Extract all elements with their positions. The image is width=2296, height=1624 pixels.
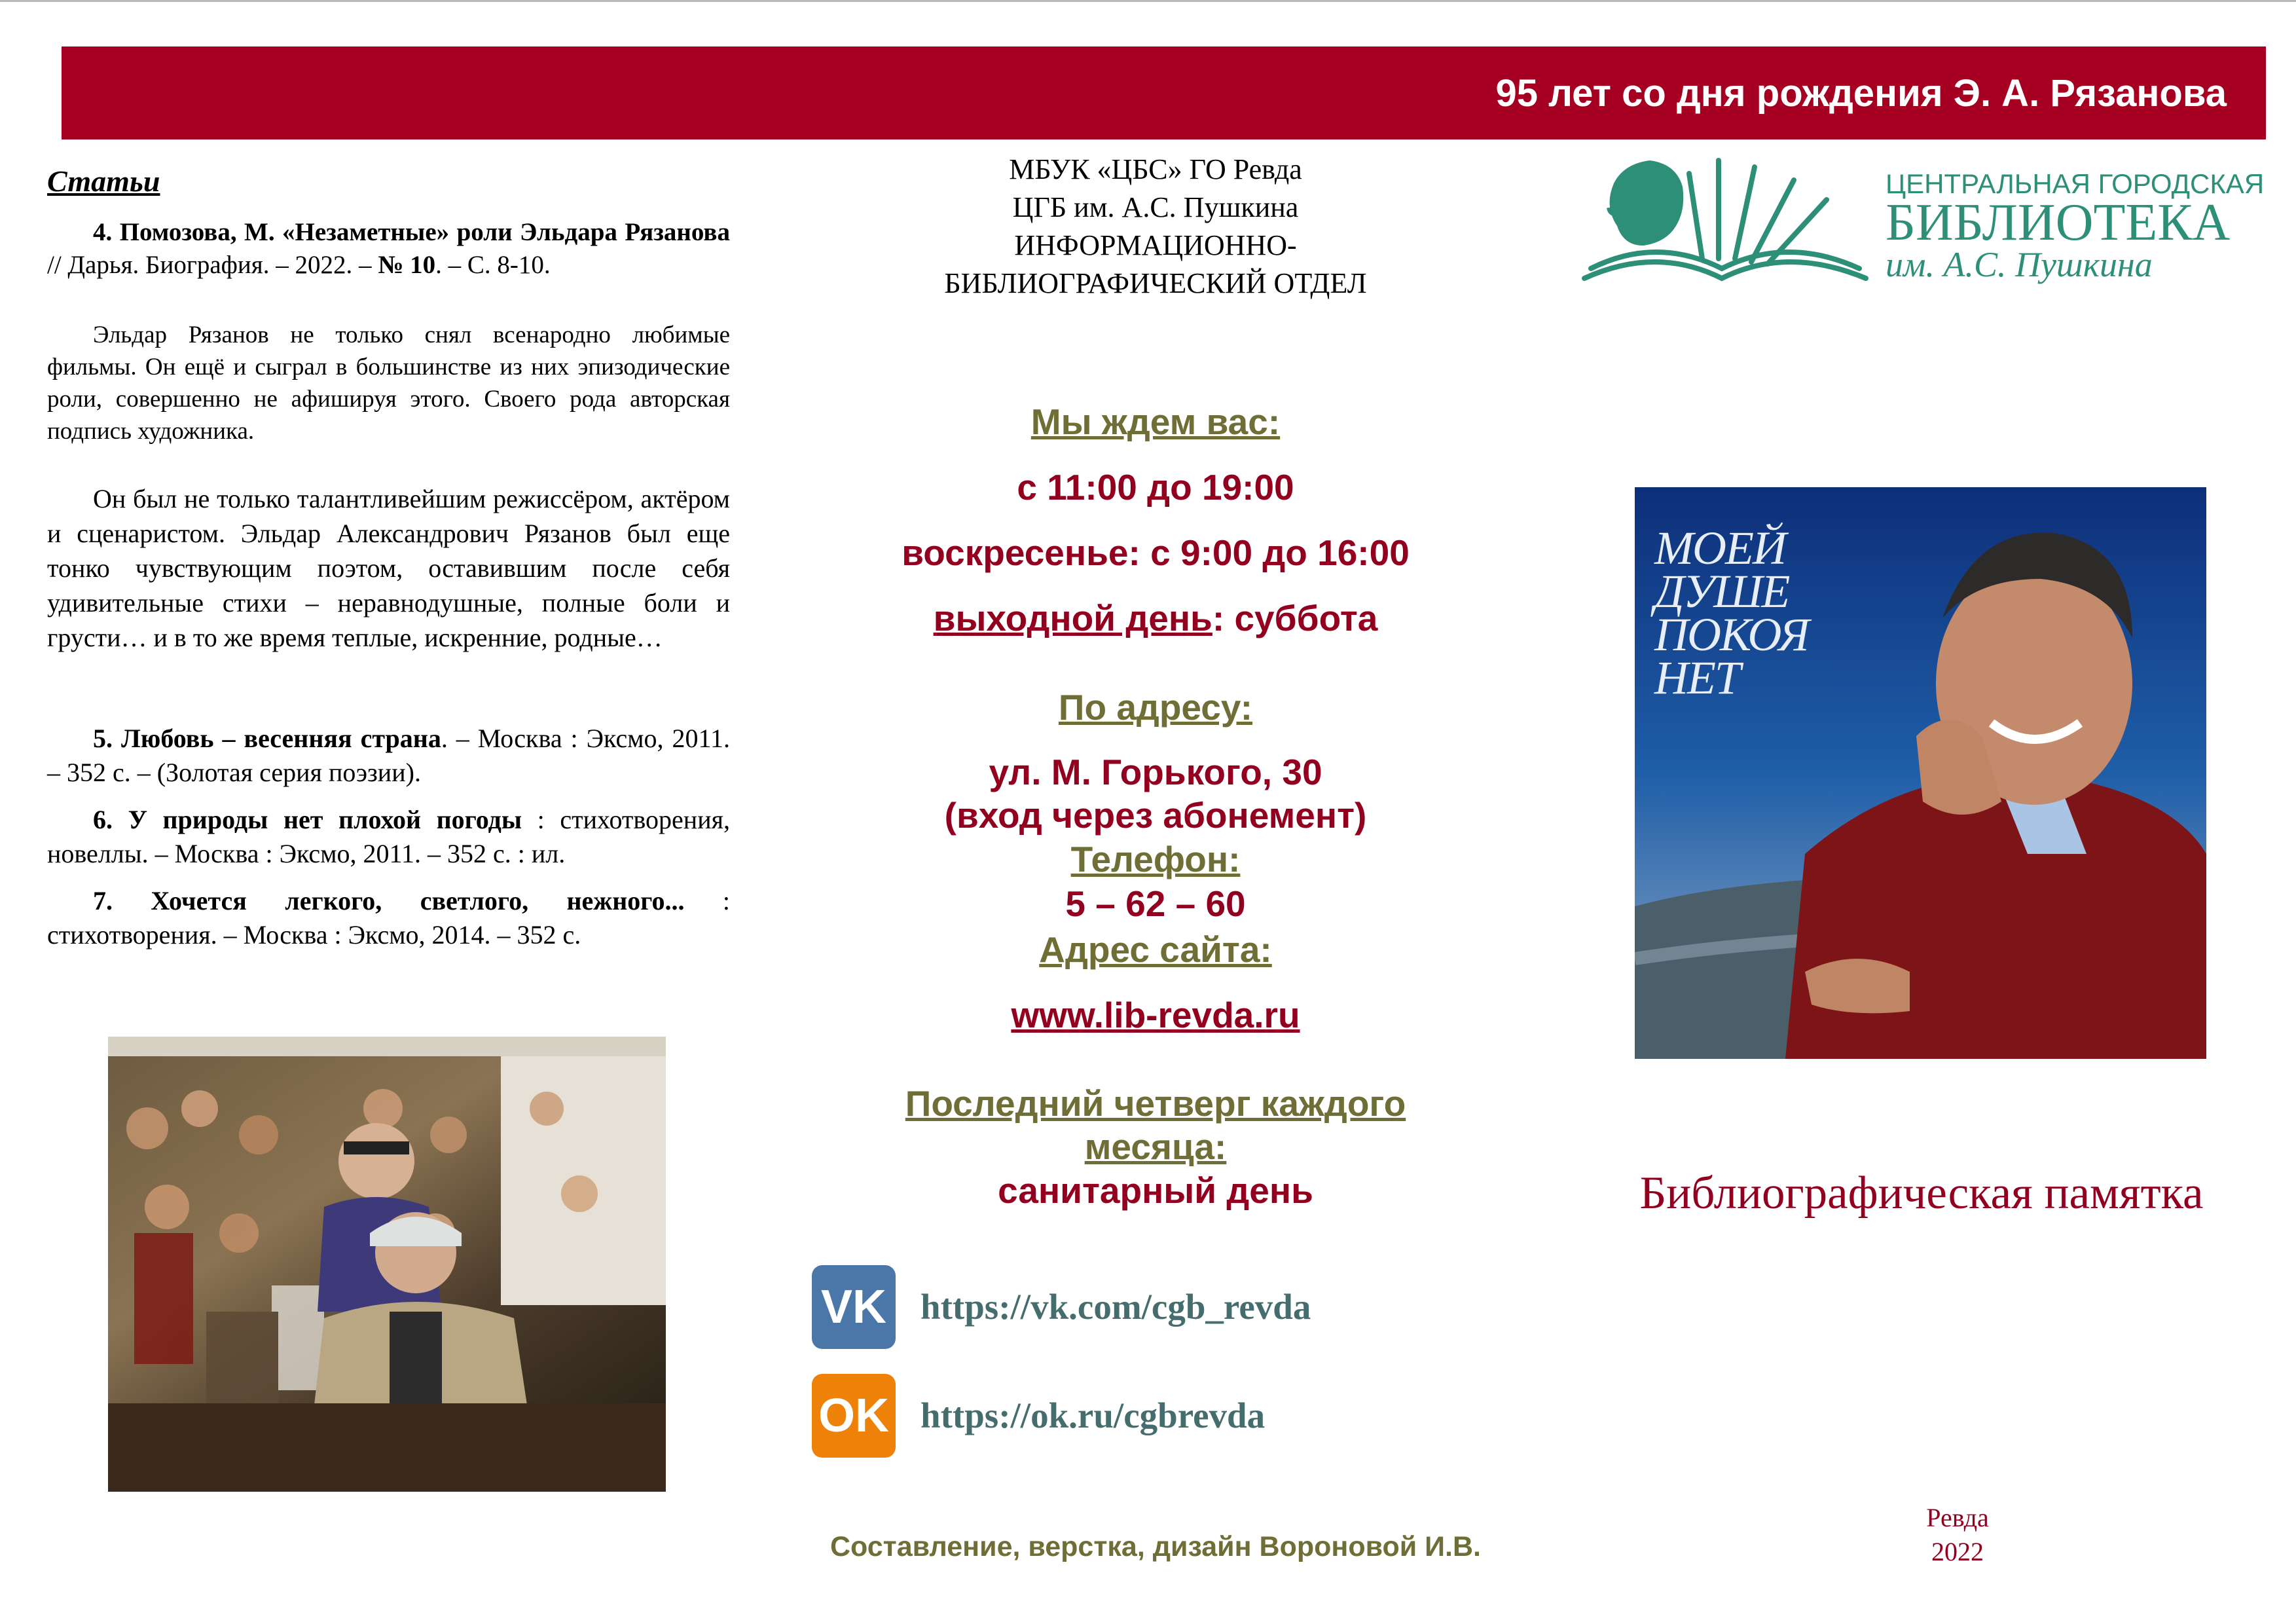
entry-5 (47, 722, 730, 790)
entry-7-title: 7. Хочется легкого, светлого, нежного... (93, 886, 685, 915)
entry-7-details: : стихотворения. – Москва : Эксмо, 2014. – 352 с. (47, 886, 730, 950)
org-line-1: МБУК «ЦБС» ГО Ревда (1009, 153, 1302, 185)
site-label: Адрес сайта: (1039, 929, 1272, 970)
entry-4 (47, 216, 730, 282)
book-title: МОЕЙ ДУШЕ ПОКОЯ НЕТ (1654, 522, 1809, 704)
ok-link[interactable]: https://ok.ru/cgbrevda (920, 1395, 1266, 1435)
vk-icon[interactable]: VK (812, 1265, 896, 1349)
organization-block (805, 151, 1506, 303)
memo-title: Библиографическая памятка (1639, 1168, 2204, 1219)
ok-icon[interactable]: OK (812, 1374, 896, 1458)
library-logo (1578, 147, 2285, 291)
banner-title: 95 лет со дня рождения Э. А. Рязанова (1495, 72, 2227, 115)
place-year (1853, 1501, 2062, 1569)
org-line-4: БИБЛИОГРАФИЧЕСКИЙ ОТДЕЛ (944, 267, 1367, 299)
entry-4-annotation: Эльдар Рязанов не только снял всенародно любимые фильмы. Он ещё и сыграл в большинстве из них эпизодические роли, совершенно не афишируя этого. Своего рода авторская подпись художника. (47, 322, 730, 445)
ryazanov-mural-photo (108, 1037, 666, 1492)
vk-row[interactable] (812, 1265, 1532, 1350)
mural-photo-graphic (108, 1037, 666, 1492)
intro-paragraph: Он был не только талантливейшим режиссёром, актёром и сценаристом. Эльдар Александрович Рязанов был еще тонко чувствующим поэтом, оставившим после себя удивительные стихи – неравнодушные, полные боли и грусти… и в то же время теплые, искренние, родные… (47, 484, 730, 652)
section-title: Статьи (47, 164, 160, 198)
org-line-3: ИНФОРМАЦИОННО- (1014, 229, 1297, 261)
day-off-label: выходной день (933, 598, 1212, 638)
phone-label: Телефон: (1070, 839, 1241, 879)
street-address: ул. М. Горького, 30 (989, 752, 1322, 792)
org-line-2: ЦГБ им. А.С. Пушкина (1012, 191, 1299, 223)
website-link[interactable]: www.lib-revda.ru (1011, 995, 1300, 1035)
entry-4-pages: . – С. 8-10. (435, 251, 551, 279)
city-name: Ревда (1926, 1503, 1989, 1532)
entry-6-details: : стихотворения, новеллы. – Москва : Эксмо, 2011. – 352 с. : ил. (47, 805, 730, 868)
sanitary-day: санитарный день (998, 1170, 1313, 1211)
entry-6 (47, 803, 730, 871)
entry-5-title: 5. Любовь – весенняя страна (93, 724, 441, 753)
sunday-hours: воскресенье: с 9:00 до 16:00 (902, 532, 1410, 573)
working-hours: с 11:00 до 19:00 (1017, 467, 1294, 507)
entry-4-source: // Дарья. Биография. – 2022. – (47, 251, 378, 279)
sanitary-label-line-2: месяца: (1084, 1126, 1227, 1167)
entrance-note: (вход через абонемент) (944, 795, 1367, 836)
address-label: По адресу: (1058, 687, 1253, 728)
entry-5-details: . – Москва : Эксмо, 2011. – 352 с. – (Золотая серия поэзии). (47, 724, 731, 787)
logo-line-1: ЦЕНТРАЛЬНАЯ ГОРОДСКАЯ (1886, 168, 2265, 199)
entry-4-issue: № 10 (378, 251, 436, 279)
vk-link[interactable]: https://vk.com/cgb_revda (920, 1287, 1311, 1327)
day-off-value: : суббота (1212, 598, 1378, 638)
logo-line-2: БИБЛИОТЕКА (1886, 194, 2231, 251)
sanitary-day-label (805, 1082, 1506, 1168)
entry-6-title: 6. У природы нет плохой погоды (93, 805, 522, 834)
phone-number: 5 – 62 – 60 (1065, 883, 1246, 924)
entry-4-title: 4. Помозова, М. «Незаметные» роли Эльдара Рязанова (93, 218, 730, 246)
credits: Составление, верстка, дизайн Вороновой И.В. (830, 1531, 1481, 1562)
day-off (805, 597, 1506, 639)
logo-line-3: им. А.С. Пушкина (1886, 245, 2153, 284)
header-banner (62, 46, 2266, 139)
address-block (805, 750, 1506, 837)
wait-label: Мы ждем вас: (1030, 401, 1281, 442)
book-cover-portrait (1635, 487, 2206, 1059)
sanitary-label-line-1: Последний четверг каждого (905, 1083, 1406, 1124)
ok-row[interactable] (812, 1374, 1532, 1459)
pushkin-book-emblem (1578, 147, 1872, 285)
entry-7 (47, 884, 730, 952)
top-divider (0, 0, 2296, 2)
publication-year: 2022 (1931, 1537, 1984, 1566)
